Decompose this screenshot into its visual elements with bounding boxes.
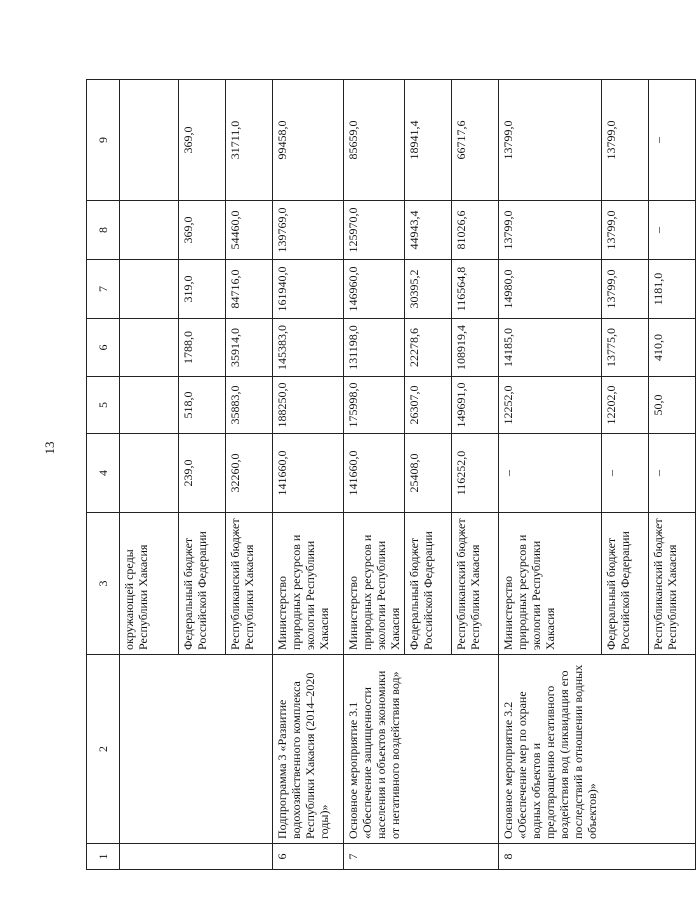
value-cell: 99458,0: [273, 80, 344, 201]
table-row: [499, 80, 602, 870]
funding-source: Министерство природных ресурсов и экологии Республики Хакасия: [344, 513, 405, 655]
value-cell: 35883,0: [226, 377, 273, 434]
value-cell: 54460,0: [226, 201, 273, 260]
column-header: 6: [87, 319, 120, 377]
row-number: [226, 844, 273, 870]
value-cell: 12202,0: [601, 377, 648, 434]
value-cell: 131198,0: [344, 319, 405, 377]
value-cell: 13775,0: [601, 319, 648, 377]
value-cell: 239,0: [179, 434, 226, 513]
value-cell: –: [648, 434, 695, 513]
row-number: [648, 844, 695, 870]
row-name: Основное мероприятие 3.1 «Обеспечение защищенности населения и объектов экономики от негативного воздействия вод»: [344, 655, 405, 844]
value-cell: –: [648, 201, 695, 260]
value-cell: 175998,0: [344, 377, 405, 434]
funding-source: Федеральный бюджет Российской Федерации: [405, 513, 452, 655]
value-cell: 141660,0: [344, 434, 405, 513]
column-header: 9: [87, 80, 120, 201]
value-cell: 116564,8: [452, 260, 499, 319]
funding-source: Министерство природных ресурсов и экологии Республики Хакасия: [273, 513, 344, 655]
funding-source: Министерство природных ресурсов и экологии Республики Хакасия: [499, 513, 602, 655]
row-number: [452, 844, 499, 870]
row-name: [648, 655, 695, 844]
value-cell: [120, 260, 179, 319]
rotated-table-container: [86, 80, 679, 870]
value-cell: 369,0: [179, 80, 226, 201]
value-cell: –: [499, 434, 602, 513]
value-cell: 12252,0: [499, 377, 602, 434]
header-row: [87, 80, 120, 870]
value-cell: [120, 201, 179, 260]
column-header: 1: [87, 844, 120, 870]
value-cell: 116252,0: [452, 434, 499, 513]
row-name: [405, 655, 452, 844]
row-number: 7: [344, 844, 405, 870]
value-cell: 35914,0: [226, 319, 273, 377]
value-cell: 145383,0: [273, 319, 344, 377]
row-name: [452, 655, 499, 844]
value-cell: 125970,0: [344, 201, 405, 260]
value-cell: 149691,0: [452, 377, 499, 434]
value-cell: 84716,0: [226, 260, 273, 319]
value-cell: 518,0: [179, 377, 226, 434]
funding-source: окружающей среды Республики Хакасия: [120, 513, 179, 655]
column-header: 8: [87, 201, 120, 260]
table-row: [120, 80, 179, 870]
table-row: [405, 80, 452, 870]
value-cell: 50,0: [648, 377, 695, 434]
row-name: [120, 655, 179, 844]
funding-source: Республиканский бюджет Республики Хакасия: [648, 513, 695, 655]
value-cell: 18941,4: [405, 80, 452, 201]
row-name: [226, 655, 273, 844]
value-cell: 25408,0: [405, 434, 452, 513]
value-cell: 1181,0: [648, 260, 695, 319]
row-name: Основное мероприятие 3.2 «Обеспечение мер по охране водных объектов и предотвращению негативного воздействия вод (ликвидация его последствий в отношении водных объектов)»: [499, 655, 602, 844]
funding-source: Республиканский бюджет Республики Хакасия: [226, 513, 273, 655]
column-header: 4: [87, 434, 120, 513]
value-cell: –: [648, 80, 695, 201]
budget-table: [86, 79, 696, 870]
value-cell: 146960,0: [344, 260, 405, 319]
value-cell: 14185,0: [499, 319, 602, 377]
row-name: [179, 655, 226, 844]
value-cell: 66717,6: [452, 80, 499, 201]
column-header: 2: [87, 655, 120, 844]
value-cell: 13799,0: [499, 201, 602, 260]
value-cell: [120, 377, 179, 434]
column-header: 7: [87, 260, 120, 319]
funding-source: Федеральный бюджет Российской Федерации: [179, 513, 226, 655]
value-cell: 13799,0: [601, 201, 648, 260]
table-row: [648, 80, 695, 870]
table-row: [452, 80, 499, 870]
row-number: [601, 844, 648, 870]
value-cell: 188250,0: [273, 377, 344, 434]
funding-source: Республиканский бюджет Республики Хакасия: [452, 513, 499, 655]
value-cell: –: [601, 434, 648, 513]
value-cell: 369,0: [179, 201, 226, 260]
value-cell: 31711,0: [226, 80, 273, 201]
table-row: [344, 80, 405, 870]
row-number: [179, 844, 226, 870]
value-cell: 319,0: [179, 260, 226, 319]
value-cell: 32260,0: [226, 434, 273, 513]
value-cell: 161940,0: [273, 260, 344, 319]
value-cell: 139769,0: [273, 201, 344, 260]
value-cell: 22278,6: [405, 319, 452, 377]
row-number: 8: [499, 844, 602, 870]
row-number: [405, 844, 452, 870]
column-header: 3: [87, 513, 120, 655]
value-cell: 85659,0: [344, 80, 405, 201]
funding-source: Федеральный бюджет Российской Федерации: [601, 513, 648, 655]
value-cell: 13799,0: [601, 80, 648, 201]
value-cell: [120, 319, 179, 377]
table-row: [273, 80, 344, 870]
value-cell: 410,0: [648, 319, 695, 377]
value-cell: 13799,0: [499, 80, 602, 201]
value-cell: 81026,6: [452, 201, 499, 260]
value-cell: 26307,0: [405, 377, 452, 434]
value-cell: 14980,0: [499, 260, 602, 319]
value-cell: 30395,2: [405, 260, 452, 319]
value-cell: 1788,0: [179, 319, 226, 377]
value-cell: 13799,0: [601, 260, 648, 319]
row-name: Подпрограмма 3 «Развитие водохозяйственного комплекса Республики Хакасия (2014–2020 годы)»: [273, 655, 344, 844]
table-row: [601, 80, 648, 870]
value-cell: [120, 434, 179, 513]
column-header: 5: [87, 377, 120, 434]
table-row: [226, 80, 273, 870]
row-number: 6: [273, 844, 344, 870]
value-cell: [120, 80, 179, 201]
page-number: 13: [42, 441, 57, 455]
value-cell: 44943,4: [405, 201, 452, 260]
row-name: [601, 655, 648, 844]
value-cell: 141660,0: [273, 434, 344, 513]
row-number: [120, 844, 179, 870]
table-row: [179, 80, 226, 870]
value-cell: 108919,4: [452, 319, 499, 377]
